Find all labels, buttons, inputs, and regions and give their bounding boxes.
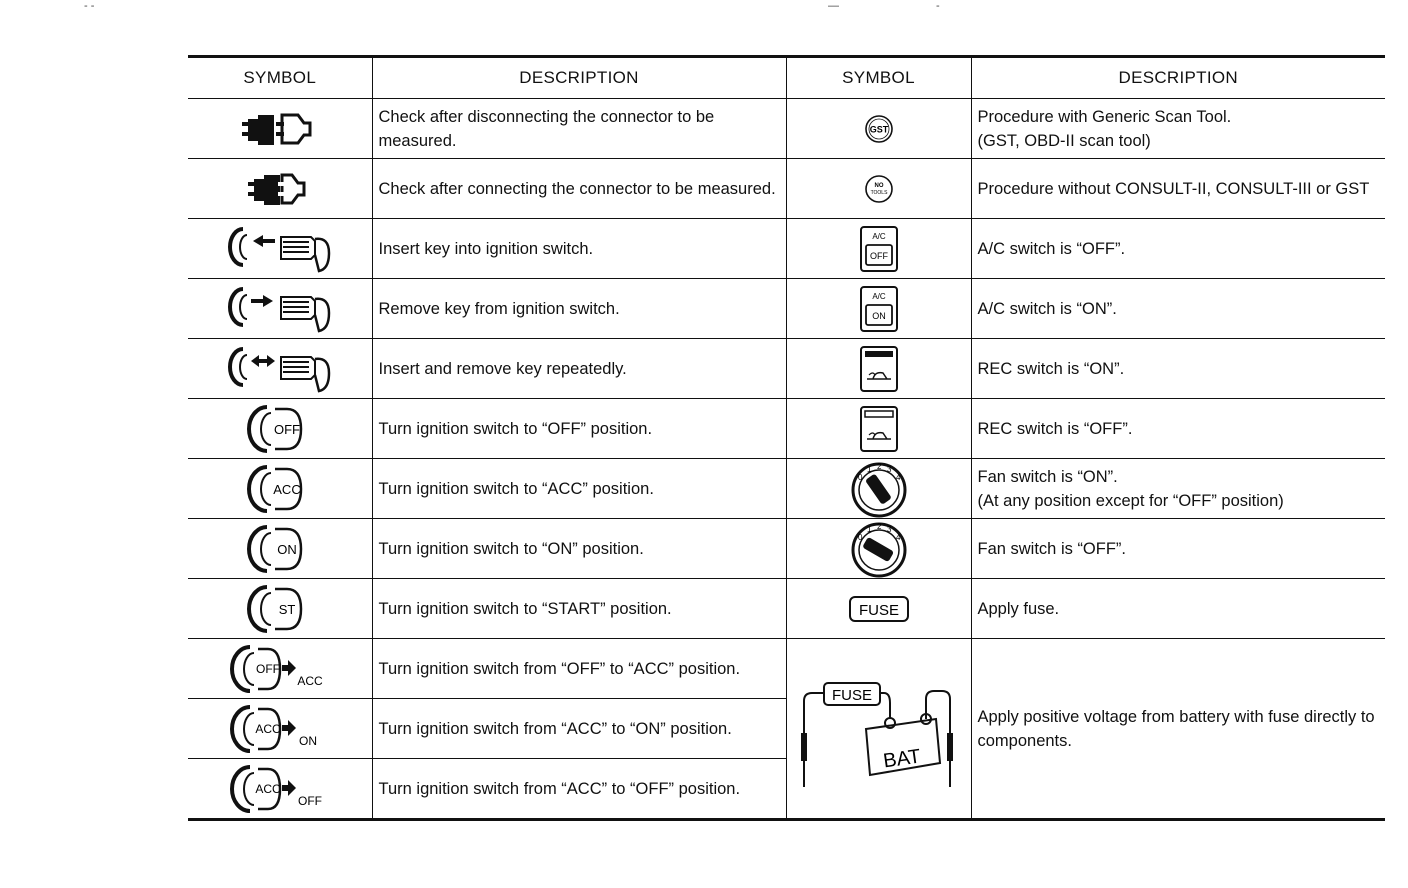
rec-switch-on-icon <box>786 339 971 399</box>
ignition-acc-to-off-icon <box>188 759 372 820</box>
ignition-start-icon <box>188 579 372 639</box>
table-row <box>188 159 1385 219</box>
ignition-off-icon <box>188 399 372 459</box>
table-row <box>188 339 1385 399</box>
ignition-off-to-acc-icon <box>188 639 372 699</box>
description-cell: Apply positive voltage from battery with fuse directly to components. <box>971 639 1385 820</box>
description-cell: Check after disconnecting the connector to be measured. <box>372 99 786 159</box>
table-row <box>188 219 1385 279</box>
rec-switch-off-icon <box>786 399 971 459</box>
connector-connected-icon <box>188 159 372 219</box>
page-mark: - <box>936 0 940 12</box>
ignition-from-label: ACC <box>255 721 281 736</box>
fuse-label: FUSE <box>831 686 872 704</box>
symbol-header: SYMBOL <box>188 57 372 99</box>
ignition-to-label: OFF <box>297 793 322 808</box>
description-cell: Turn ignition switch to “ACC” position. <box>372 459 786 519</box>
insert-remove-key-icon <box>188 339 372 399</box>
fan-label: 2 <box>876 461 881 471</box>
connector-disconnected-icon <box>188 99 372 159</box>
ignition-on-icon <box>188 519 372 579</box>
table-row <box>188 639 1385 699</box>
ignition-position-label: ST <box>278 601 296 617</box>
description-cell: Remove key from ignition switch. <box>372 279 786 339</box>
ac-label: A/C <box>871 291 886 301</box>
symbol-header: SYMBOL <box>786 57 971 99</box>
fan-switch-on-icon <box>786 459 971 519</box>
no-tools-label: TOOLS <box>870 189 887 196</box>
table-row <box>188 459 1385 519</box>
fan-label: 0 <box>857 472 862 482</box>
description-cell: Fan switch is “OFF”. <box>971 519 1385 579</box>
description-header: DESCRIPTION <box>372 57 786 99</box>
description-cell: Apply fuse. <box>971 579 1385 639</box>
ac-switch-on-icon <box>786 279 971 339</box>
fan-label: 4 <box>895 472 900 482</box>
description-cell: Fan switch is “ON”. (At any position except for “OFF” position) <box>971 459 1385 519</box>
description-cell: REC switch is “ON”. <box>971 339 1385 399</box>
ignition-acc-icon <box>188 459 372 519</box>
gst-label: GST <box>869 124 888 134</box>
description-cell: Turn ignition switch to “OFF” position. <box>372 399 786 459</box>
gst-icon <box>786 99 971 159</box>
table-row <box>188 399 1385 459</box>
table-row <box>188 579 1385 639</box>
ac-switch-off-icon <box>786 219 971 279</box>
page-mark: - - <box>84 0 95 12</box>
table-row <box>188 279 1385 339</box>
table-row <box>188 99 1385 159</box>
ignition-position-label: ACC <box>273 481 301 497</box>
ignition-acc-to-on-icon <box>188 699 372 759</box>
ac-state-label: ON <box>871 310 886 321</box>
remove-key-icon <box>188 279 372 339</box>
ignition-to-label: ACC <box>297 673 323 688</box>
description-cell: A/C switch is “ON”. <box>971 279 1385 339</box>
fan-label: 1 <box>866 524 871 534</box>
description-cell: Check after connecting the connector to be measured. <box>372 159 786 219</box>
ignition-from-label: OFF <box>255 661 280 676</box>
description-cell: A/C switch is “OFF”. <box>971 219 1385 279</box>
description-cell: Procedure without CONSULT-II, CONSULT-III or GST <box>971 159 1385 219</box>
description-cell: Insert key into ignition switch. <box>372 219 786 279</box>
fan-label: 4 <box>895 532 900 542</box>
page-mark: — <box>828 0 839 12</box>
ac-label: A/C <box>871 231 886 241</box>
description-cell: Turn ignition switch from “ACC” to “ON” position. <box>372 699 786 759</box>
fuse-label: FUSE <box>858 601 899 619</box>
fan-label: 3 <box>886 464 891 474</box>
description-header: DESCRIPTION <box>971 57 1385 99</box>
no-tools-label: NO <box>874 182 883 189</box>
battery-fuse-icon <box>786 639 971 820</box>
description-cell: Procedure with Generic Scan Tool. (GST, OBD-II scan tool) <box>971 99 1385 159</box>
table-row <box>188 519 1385 579</box>
ac-state-label: OFF <box>869 250 888 261</box>
description-cell: Insert and remove key repeatedly. <box>372 339 786 399</box>
description-cell: Turn ignition switch to “START” position. <box>372 579 786 639</box>
description-cell: REC switch is “OFF”. <box>971 399 1385 459</box>
description-cell: Turn ignition switch to “ON” position. <box>372 519 786 579</box>
battery-label: BAT <box>881 745 922 772</box>
fan-label: 0 <box>857 532 862 542</box>
description-cell: Turn ignition switch from “OFF” to “ACC” position. <box>372 639 786 699</box>
fan-label: 2 <box>876 521 881 531</box>
symbol-legend-table <box>188 55 1385 821</box>
no-tools-icon <box>786 159 971 219</box>
table-header-row <box>188 57 1385 99</box>
ignition-position-label: OFF <box>273 421 300 437</box>
fan-label: 3 <box>886 524 891 534</box>
ignition-to-label: ON <box>298 733 317 748</box>
ignition-position-label: ON <box>277 541 297 557</box>
fuse-icon <box>786 579 971 639</box>
fan-switch-off-icon <box>786 519 971 579</box>
insert-key-icon <box>188 219 372 279</box>
fan-label: 1 <box>866 464 871 474</box>
description-cell: Turn ignition switch from “ACC” to “OFF” position. <box>372 759 786 820</box>
ignition-from-label: ACC <box>255 781 281 796</box>
